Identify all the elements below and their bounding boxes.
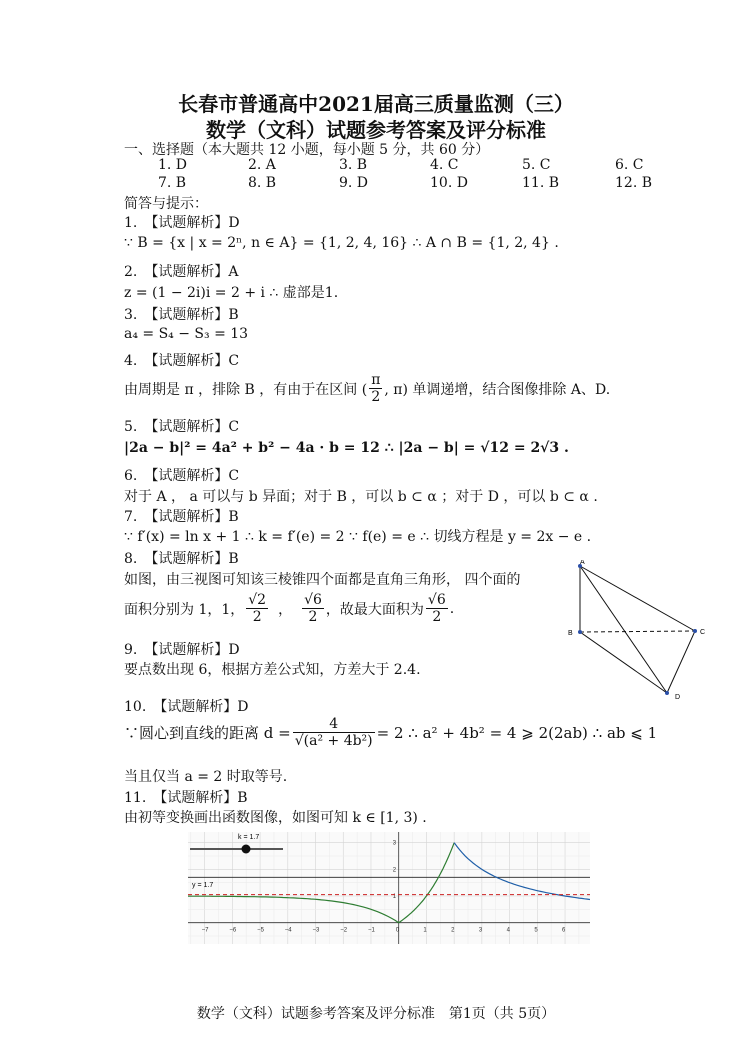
- item-head: 8. 【试题解析】B: [124, 551, 239, 567]
- item-body: 对于 A ， a 可以与 b 异面；对于 B ，可以 b ⊂ α ；对于 D ，可以 b ⊂ α .: [124, 489, 598, 505]
- item-head: 4. 【试题解析】C: [124, 353, 240, 369]
- item-head: 11. 【试题解析】B: [124, 790, 248, 806]
- item-text: ，故最大面积为: [325, 601, 424, 618]
- fraction-denominator: √(a² + 4b²): [294, 733, 373, 749]
- item-body: a₄ = S₄ − S₃ = 13: [124, 326, 249, 342]
- item-text: = 2 ∴ a² + 4b² = 4 ⩾ 2(2ab) ∴ ab ⩽ 1: [376, 723, 658, 742]
- y-tick-label: 2: [392, 867, 397, 874]
- x-tick-label: −1: [367, 927, 375, 934]
- slider-label: k = 1.7: [238, 834, 260, 841]
- item-body: [124, 372, 610, 405]
- doc-subtitle: 数学（文科）试题参考答案及评分标准: [206, 118, 546, 142]
- item-head: 9. 【试题解析】D: [124, 642, 240, 658]
- item-head: 7. 【试题解析】B: [124, 509, 239, 525]
- line-label: y = 1.7: [192, 882, 214, 889]
- section-heading: 一、选择题（本大题共 12 小题，每小题 5 分，共 60 分）: [124, 142, 490, 158]
- item-body: [124, 716, 657, 749]
- answer-item: 9. D: [339, 175, 369, 191]
- vertex-label: D: [675, 694, 681, 701]
- item-head: 2. 【试题解析】A: [124, 264, 239, 280]
- fraction-denominator: 2: [308, 609, 318, 625]
- fraction-denominator: 2: [371, 389, 381, 405]
- curve-right: [454, 843, 590, 900]
- answer-item: 4. C: [430, 157, 459, 173]
- item-body: 当且仅当 a = 2 时取等号.: [124, 769, 288, 785]
- item-head: 3. 【试题解析】B: [124, 307, 239, 323]
- answer-item: 1. D: [158, 157, 188, 173]
- item-head: 6. 【试题解析】C: [124, 468, 240, 484]
- vertex-label: B: [568, 630, 573, 637]
- fraction-numerator: π: [371, 372, 381, 388]
- hints-heading: 简答与提示：: [124, 196, 208, 212]
- fraction: [369, 372, 382, 405]
- slider-handle[interactable]: [242, 845, 251, 854]
- x-tick-label: −2: [340, 927, 348, 934]
- item-body: 由初等变换画出函数图像，如图可知 k ∈ [1, 3) .: [124, 810, 427, 826]
- x-tick-label: −6: [229, 927, 237, 934]
- answer-item: 10. D: [430, 175, 468, 191]
- x-tick-label: 5: [534, 927, 538, 934]
- item-head: 5. 【试题解析】C: [124, 419, 240, 435]
- y-tick-label: 3: [392, 840, 397, 847]
- x-tick-label: −5: [257, 927, 264, 934]
- answer-item: 2. A: [248, 157, 276, 173]
- item-body: ∵ B = {x | x = 2ⁿ, n ∈ A} = {1, 2, 4, 16} ∴ A ∩ B = {1, 2, 4} .: [124, 235, 559, 251]
- item-body: 要点数出现 6，根据方差公式知，方差大于 2.4.: [124, 662, 421, 678]
- x-tick-label: −7: [201, 927, 209, 934]
- answer-item: 5. C: [522, 157, 551, 173]
- page-footer: 数学（文科）试题参考答案及评分标准 第1页（共 5页）: [196, 1006, 556, 1022]
- fraction: [302, 592, 324, 625]
- item-text: 由周期是 π ，排除 B ，有由于在区间 (: [124, 381, 368, 398]
- x-tick-label: −3: [312, 927, 320, 934]
- fraction-denominator: 2: [432, 609, 442, 625]
- item-head: 1. 【试题解析】D: [124, 215, 240, 231]
- function-graph: [188, 832, 590, 944]
- fraction: [293, 716, 375, 749]
- x-tick-label: 4: [506, 927, 510, 934]
- fraction-numerator: √6: [304, 592, 322, 608]
- tetrahedron-figure: [565, 560, 715, 705]
- fraction-numerator: 4: [293, 716, 375, 733]
- x-tick-label: −4: [284, 927, 292, 934]
- x-tick-label: 3: [478, 927, 483, 934]
- answer-item: 6. C: [615, 157, 644, 173]
- item-head: 10. 【试题解析】D: [124, 699, 249, 715]
- item-text: , π) 单调递增，结合图像排除 A、D.: [384, 381, 611, 398]
- fraction-denominator: 2: [252, 609, 262, 625]
- x-tick-label: 0: [395, 927, 400, 934]
- answer-item: 12. B: [615, 175, 653, 191]
- item-body: |2a − b|² = 4a² + b² − 4a · b = 12 ∴ |2a − b| = √12 = 2√3 .: [124, 440, 569, 456]
- answer-item: 8. B: [248, 175, 277, 191]
- fraction-numerator: √6: [427, 592, 446, 608]
- item-body: z = (1 − 2i)i = 2 + i ∴ 虚部是1.: [124, 285, 339, 301]
- function-graph-svg: [188, 832, 590, 944]
- vertex-label: C: [700, 629, 706, 636]
- answer-item: 7. B: [158, 175, 187, 191]
- item-text: ∵圆心到直线的距离 d =: [124, 724, 291, 742]
- x-tick-label: 6: [562, 927, 566, 934]
- fraction: [246, 592, 268, 625]
- item-body: 如图，由三视图可知该三棱锥四个面都是直角三角形， 四个面的: [124, 572, 521, 588]
- fraction: [426, 592, 448, 625]
- answer-item: 3. B: [339, 157, 368, 173]
- x-tick-label: 1: [423, 927, 427, 934]
- y-tick-label: 1: [392, 894, 397, 900]
- item-body: ∵ f′(x) = ln x + 1 ∴ k = f′(e) = 2 ∵ f(e) = e ∴ 切线方程是 y = 2x − e .: [124, 529, 592, 545]
- vertex-label: A: [580, 560, 585, 566]
- doc-title: 长春市普通高中2021届高三质量监测（三）: [178, 92, 574, 116]
- answer-item: 11. B: [522, 175, 560, 191]
- item-body: 面积分别为 1，1， $\frac{√2}{2}$ ， $\frac{√6}{2}$ ，故最大面积为 $\frac{√6}{2}$ .: [124, 592, 455, 625]
- x-tick-label: 2: [451, 927, 455, 934]
- item-text: 面积分别为 1，1，: [124, 601, 245, 618]
- fraction-numerator: √2: [248, 592, 267, 608]
